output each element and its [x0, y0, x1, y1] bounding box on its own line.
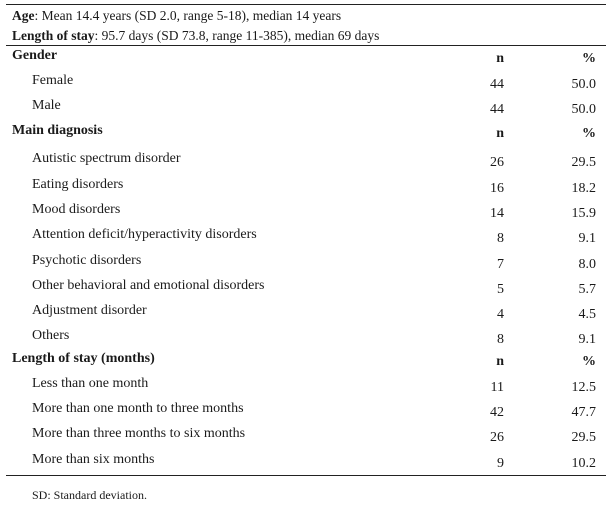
row-pct: 5.7	[578, 282, 596, 297]
row-n: 4	[497, 307, 504, 322]
row-n: 44	[490, 102, 504, 117]
row-label: More than one month to three months	[32, 401, 244, 416]
row-n: 7	[497, 257, 504, 272]
row-pct: 9.1	[578, 231, 596, 246]
n-header: n	[496, 51, 504, 66]
row-label: Adjustment disorder	[32, 303, 147, 318]
table-row	[0, 202, 610, 227]
row-label: Female	[32, 73, 74, 88]
row-label: Mood disorders	[32, 202, 121, 217]
section-title: Length of stay (months)	[12, 351, 155, 366]
section-header-gender	[0, 48, 610, 73]
bottom-rule	[6, 475, 606, 476]
table-row	[0, 328, 610, 353]
header-rule	[6, 45, 606, 46]
row-label: Less than one month	[32, 376, 149, 391]
table-row	[0, 376, 610, 401]
row-pct: 10.2	[571, 456, 596, 471]
pct-header: %	[582, 51, 596, 66]
table-row	[0, 303, 610, 328]
length-of-stay-text: : 95.7 days (SD 73.8, range 11-385), median 69 days	[94, 28, 380, 43]
row-n: 16	[490, 181, 504, 196]
table-row	[0, 278, 610, 303]
table-row	[0, 253, 610, 278]
table-row	[0, 98, 610, 123]
table-row	[0, 177, 610, 202]
row-label: More than six months	[32, 452, 155, 467]
row-pct: 18.2	[571, 181, 596, 196]
length-of-stay-label: Length of stay	[12, 28, 95, 43]
row-n: 11	[490, 380, 504, 395]
row-label: Psychotic disorders	[32, 253, 142, 268]
row-label: Others	[32, 328, 70, 343]
pct-header: %	[582, 126, 596, 141]
row-pct: 50.0	[571, 77, 596, 92]
age-label: Age	[12, 8, 35, 23]
row-pct: 50.0	[571, 102, 596, 117]
row-pct: 4.5	[578, 307, 596, 322]
n-header: n	[496, 126, 504, 141]
row-n: 8	[497, 332, 504, 347]
table-row	[0, 151, 610, 176]
row-n: 8	[497, 231, 504, 246]
age-text: : Mean 14.4 years (SD 2.0, range 5-18), median 14 years	[34, 8, 342, 23]
row-n: 26	[490, 155, 504, 170]
row-label: More than three months to six months	[32, 426, 246, 441]
top-rule	[6, 4, 606, 5]
length-of-stay-summary	[12, 27, 379, 45]
table-row	[0, 73, 610, 98]
row-label: Eating disorders	[32, 177, 124, 192]
section-header-main-diagnosis	[0, 123, 610, 148]
row-pct: 29.5	[571, 155, 596, 170]
row-n: 9	[497, 456, 504, 471]
row-pct: 8.0	[578, 257, 596, 272]
row-pct: 12.5	[571, 380, 596, 395]
footnote: SD: Standard deviation.	[32, 488, 147, 502]
section-title: Main diagnosis	[12, 123, 103, 138]
row-n: 14	[490, 206, 504, 221]
row-label: Other behavioral and emotional disorders	[32, 278, 265, 293]
row-n: 42	[490, 405, 504, 420]
table-row	[0, 401, 610, 426]
row-n: 5	[497, 282, 504, 297]
row-pct: 9.1	[578, 332, 596, 347]
pct-header: %	[582, 354, 596, 369]
age-summary	[12, 7, 341, 25]
row-label: Autistic spectrum disorder	[32, 151, 181, 166]
table-row	[0, 452, 610, 477]
row-pct: 47.7	[571, 405, 596, 420]
row-label: Attention deficit/hyperactivity disorders	[32, 227, 257, 242]
table-row	[0, 227, 610, 252]
n-header: n	[496, 354, 504, 369]
section-title: Gender	[12, 48, 58, 63]
row-label: Male	[32, 98, 61, 113]
table-row	[0, 426, 610, 451]
row-pct: 29.5	[571, 430, 596, 445]
section-header-length-of-stay	[0, 351, 610, 376]
row-n: 26	[490, 430, 504, 445]
row-n: 44	[490, 77, 504, 92]
row-pct: 15.9	[571, 206, 596, 221]
